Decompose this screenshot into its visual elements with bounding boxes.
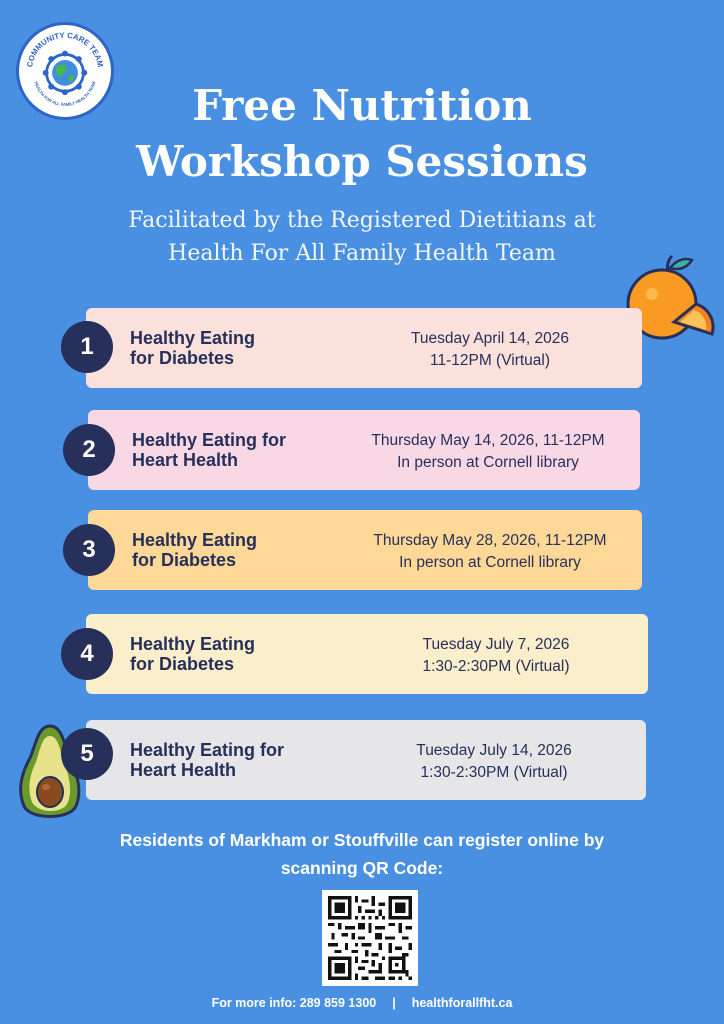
session-title: Healthy Eating for Heart Health	[132, 430, 287, 470]
session-datetime: Thursday May 14, 2026, 11-12PM In person at Cornell library	[371, 432, 605, 471]
title-line-2: Workshop Sessions	[136, 137, 588, 186]
subtitle	[0, 204, 724, 270]
session-title: Healthy Eating for Diabetes	[132, 530, 258, 570]
session-datetime: Tuesday July 7, 2026 1:30-2:30PM (Virtual)	[422, 636, 570, 675]
session-datetime: Thursday May 28, 2026, 11-12PM In person at Cornell library	[373, 532, 607, 571]
session-title: Healthy Eating for Heart Health	[130, 740, 285, 780]
session-datetime: Tuesday April 14, 2026 11-12PM (Virtual)	[411, 330, 569, 369]
qr-code[interactable]	[322, 890, 418, 986]
session-card-5	[86, 720, 646, 800]
subtitle-line-1: Facilitated by the Registered Dietitians at	[128, 208, 596, 233]
footer	[0, 996, 724, 1010]
footer-separator: |	[392, 996, 396, 1010]
session-number-badge-4: 4	[61, 628, 113, 680]
qr-code-icon	[328, 896, 412, 980]
session-number-badge-5: 5	[61, 728, 113, 780]
session-card-1	[86, 308, 642, 388]
session-number-badge-2: 2	[63, 424, 115, 476]
registration-instructions: Residents of Markham or Stouffville can register online by scanning QR Code:	[119, 830, 605, 878]
subtitle-line-2: Health For All Family Health Team	[168, 241, 556, 266]
session-number-badge-3: 3	[63, 524, 115, 576]
page-title	[0, 78, 724, 190]
session-card-2	[88, 410, 640, 490]
session-number-badge-1: 1	[61, 321, 113, 373]
title-line-1: Free Nutrition	[192, 81, 532, 130]
session-card-4	[86, 614, 648, 694]
footer-website-link[interactable]: healthforallfht.ca	[411, 996, 513, 1010]
footer-phone[interactable]: For more info: 289 859 1300	[211, 996, 377, 1010]
session-title: Healthy Eating for Diabetes	[130, 634, 256, 674]
session-card-3	[88, 510, 642, 590]
logo-bottom-text: HEALTH FOR ALL FAMILY HEALTH TEAM	[33, 80, 97, 107]
logo-top-text: COMMUNITY CARE TEAM	[25, 30, 105, 68]
session-datetime: Tuesday July 14, 2026 1:30-2:30PM (Virtual)	[416, 742, 572, 781]
session-title: Healthy Eating for Diabetes	[130, 328, 256, 368]
